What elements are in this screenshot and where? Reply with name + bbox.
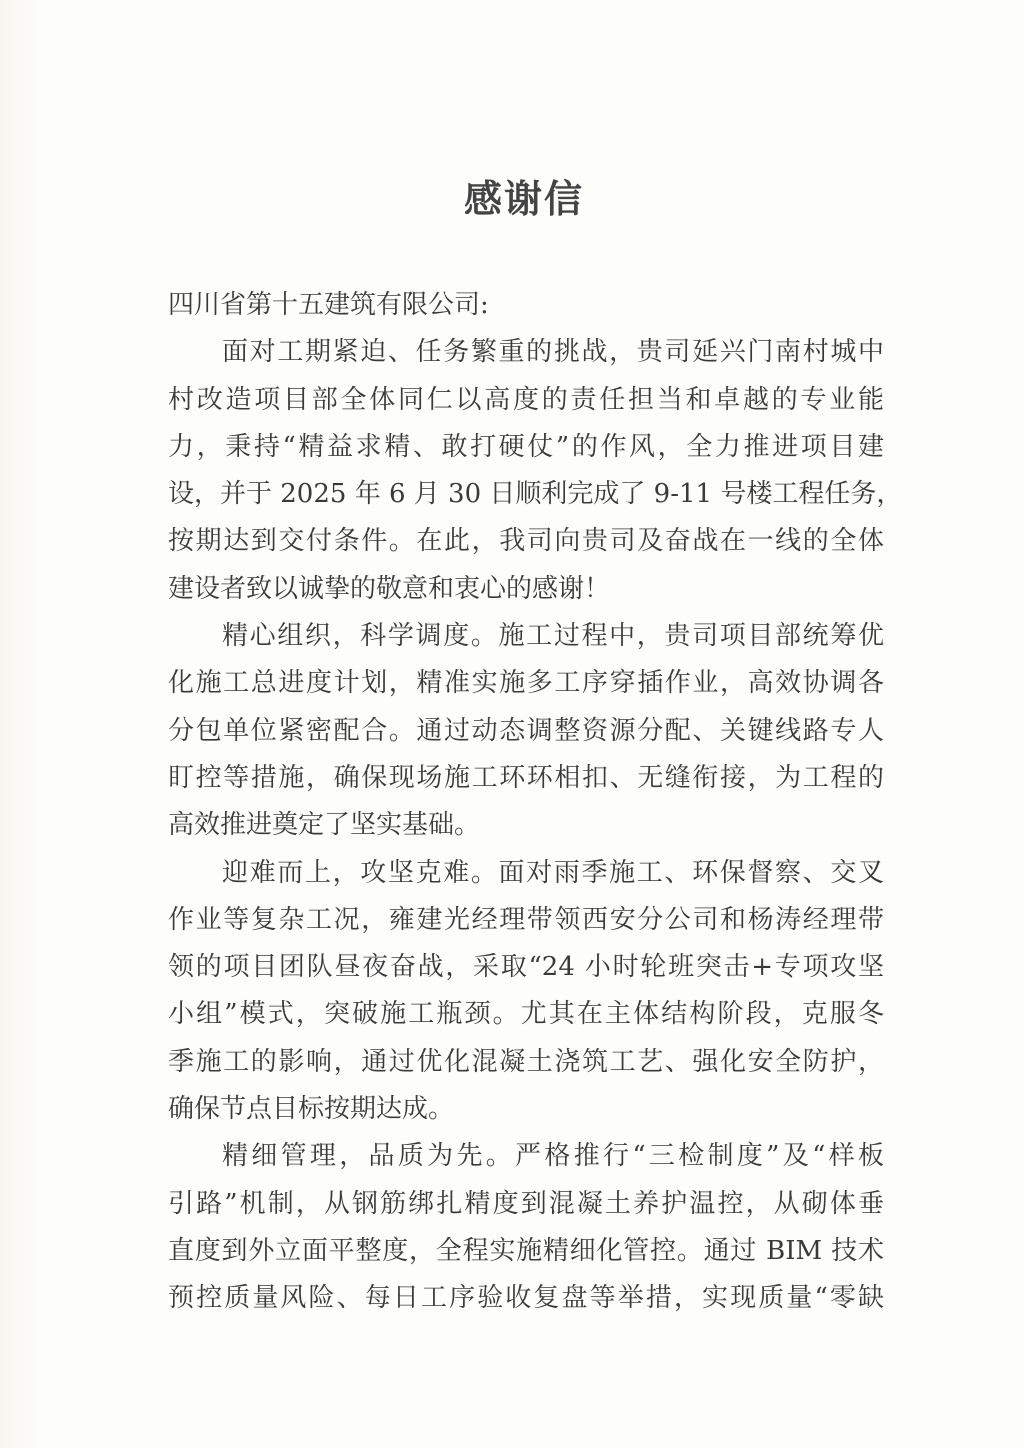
text-line: 直度到外立面平整度，全程实施精细化管控。通过 BIM 技术 [168,1235,884,1266]
text-line: 领的项目团队昼夜奋战，采取“24 小时轮班突击+专项攻坚 [168,952,884,983]
text-line: 高效推进奠定了坚实基础。 [168,810,481,841]
text-line: 季施工的影响，通过优化混凝土浇筑工艺、强化安全防护， [168,1046,884,1077]
text-line: 按期达到交付条件。在此，我司向贵司及奋战在一线的全体 [168,526,884,557]
salutation: 四川省第十五建筑有限公司: [168,290,489,320]
text-line: 化施工总进度计划，精准实施多工序穿插作业，高效协调各 [168,668,884,699]
text-line: 设，并于 2025 年 6 月 30 日顺利完成了 9-11 号楼工程任务， [168,479,903,510]
text-line: 盯控等措施，确保现场施工环环相扣、无缝衔接，为工程的 [168,762,884,793]
text-line: 力，秉持“精益求精、敢打硬仗”的作风，全力推进项目建 [168,431,884,462]
text-line: 分包单位紧密配合。通过动态调整资源分配、关键线路专人 [168,715,884,746]
text-line: 作业等复杂工况，雍建光经理带领西安分公司和杨涛经理带 [168,904,884,935]
text-line: 预控质量风险、每日工序验收复盘等举措，实现质量“零缺 [168,1283,884,1314]
text-line: 确保节点目标按期达成。 [168,1094,455,1125]
letter-body [168,282,903,1323]
text-line: 建设者致以诚挚的敬意和衷心的感谢！ [168,573,611,604]
text-line: 小组”模式，突破施工瓶颈。尤其在主体结构阶段，克服冬 [168,999,884,1030]
text-line: 精心组织，科学调度。施工过程中，贵司项目部统筹优 [222,621,884,652]
text-line: 村改造项目部全体同仁以高度的责任担当和卓越的专业能 [168,384,884,415]
letter-title: 感谢信 [463,176,584,221]
text-line: 面对工期紧迫、任务繁重的挑战，贵司延兴门南村城中 [222,337,884,368]
text-line: 迎难而上，攻坚克难。面对雨季施工、环保督察、交叉 [222,857,884,888]
text-line: 引路”机制，从钢筋绑扎精度到混凝土养护温控，从砌体垂 [168,1188,884,1219]
text-line: 精细管理，品质为先。严格推行“三检制度”及“样板 [222,1141,884,1172]
